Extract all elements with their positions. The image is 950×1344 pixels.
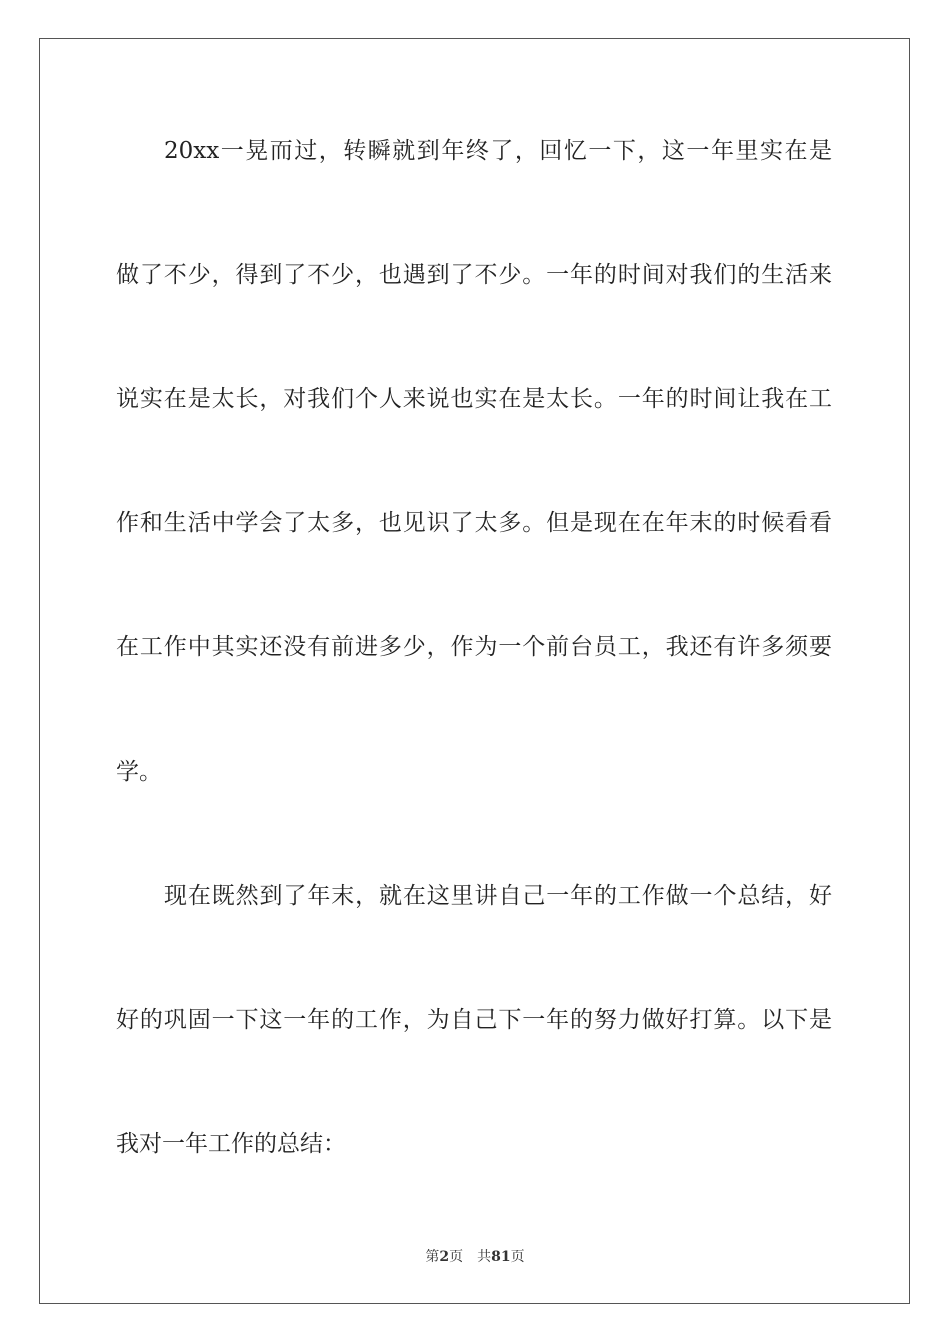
page-suffix: 页 — [449, 1249, 464, 1265]
total-prefix: 共 — [477, 1249, 492, 1265]
paragraph-1-line-4: 作和生活中学会了太多，也见识了太多。但是现在在年末的时候看看 — [116, 510, 832, 536]
paragraph-1-line-6: 学。 — [116, 759, 162, 785]
page-footer — [0, 1246, 950, 1266]
paragraph-1-line-3: 说实在是太长，对我们个人来说也实在是太长。一年的时间让我在工 — [116, 386, 832, 412]
total-suffix: 页 — [510, 1249, 525, 1265]
paragraph-2-line-1: 现在既然到了年末，就在这里讲自己一年的工作做一个总结，好 — [164, 883, 832, 909]
page-prefix: 第 — [425, 1249, 440, 1265]
paragraph-1-line-1: 20xx一晃而过，转瞬就到年终了，回忆一下，这一年里实在是 — [164, 138, 832, 164]
total-pages: 81 — [491, 1249, 511, 1265]
page-number: 2 — [439, 1249, 450, 1265]
page-border — [39, 38, 910, 1304]
paragraph-1-line-5: 在工作中其实还没有前进多少，作为一个前台员工，我还有许多须要 — [116, 634, 832, 660]
paragraph-1-line-2: 做了不少，得到了不少，也遇到了不少。一年的时间对我们的生活来 — [116, 262, 832, 288]
paragraph-2-line-3: 我对一年工作的总结： — [116, 1131, 346, 1157]
paragraph-2-line-2: 好的巩固一下这一年的工作，为自己下一年的努力做好打算。以下是 — [116, 1007, 832, 1033]
